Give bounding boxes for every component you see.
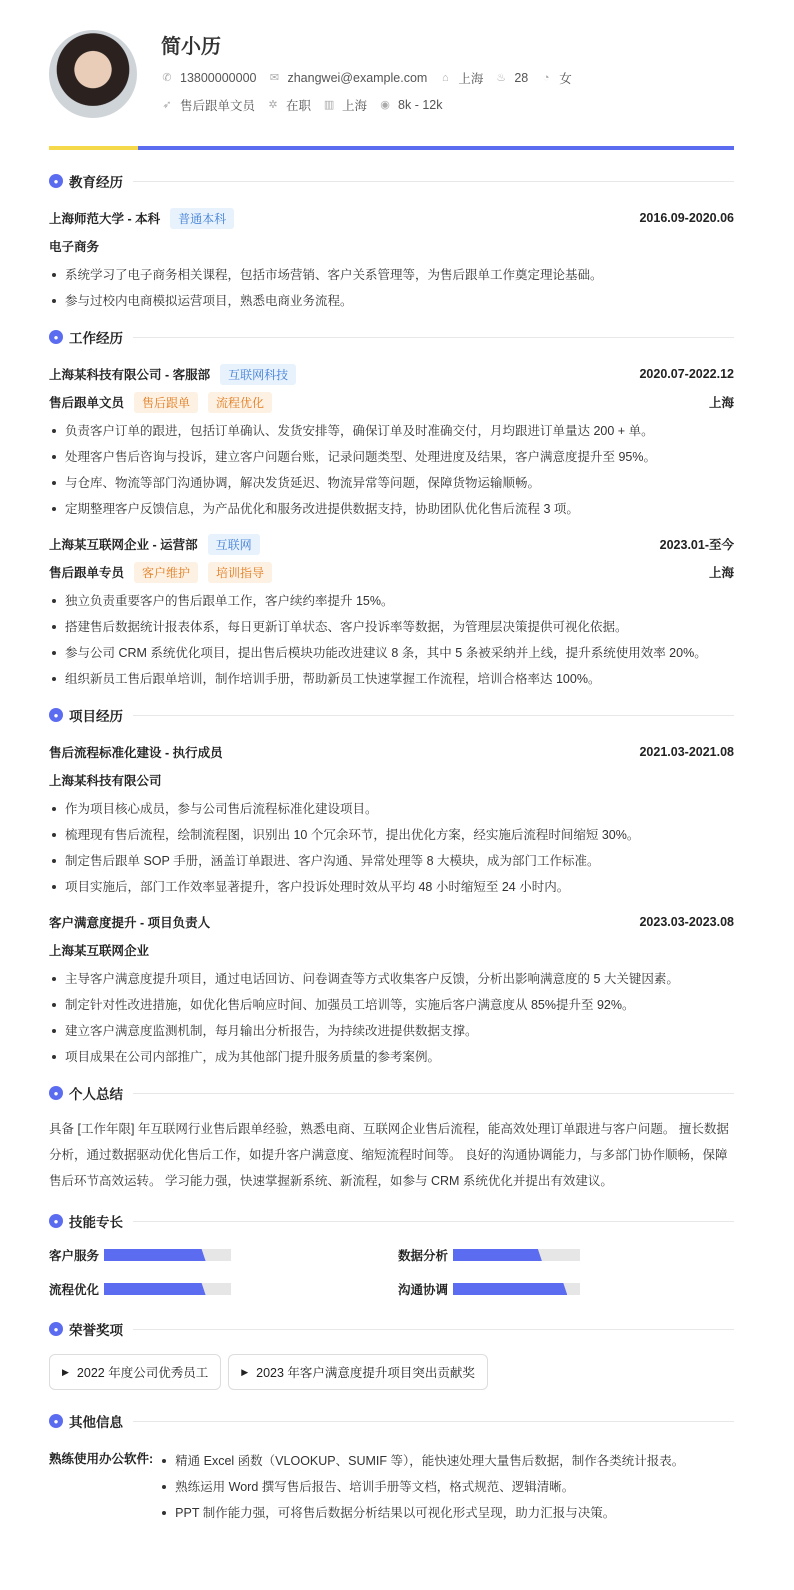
entry-title-group bbox=[49, 913, 210, 931]
honor-item bbox=[49, 1354, 221, 1390]
gender-icon: ◔ bbox=[542, 71, 550, 84]
contact-row bbox=[161, 64, 584, 91]
skill-bar bbox=[104, 1283, 231, 1295]
honors-list bbox=[49, 1354, 734, 1390]
bullet-list bbox=[49, 796, 734, 900]
summary-section-title bbox=[49, 1078, 734, 1108]
entry-title: 售后流程标准化建设 - 执行成员 bbox=[49, 746, 223, 760]
projects-section-title bbox=[49, 700, 734, 730]
home-icon: ⌂ bbox=[442, 71, 449, 84]
other-section-title bbox=[49, 1406, 734, 1436]
list-item: 系统学习了电子商务相关课程，包括市场营销、客户关系管理等，为售后跟单工作奠定理论基础。 bbox=[49, 262, 734, 288]
entry-subheader bbox=[49, 766, 734, 794]
list-item: 熟练运用 Word 撰写售后报告、培训手册等文档，格式规范、逻辑清晰。 bbox=[159, 1474, 684, 1500]
candidate-name: 简小历 bbox=[161, 36, 221, 58]
honor-text: 2022 年度公司优秀员工 bbox=[76, 1366, 209, 1380]
skill-item bbox=[49, 1246, 398, 1264]
section-heading: 荣誉奖项 bbox=[69, 1323, 123, 1338]
list-item: 定期整理客户反馈信息，为产品优化和服务改进提供数据支持，协助团队优化售后流程 3 项。 bbox=[49, 496, 734, 522]
bullet-list bbox=[49, 418, 734, 522]
section-divider bbox=[133, 1421, 734, 1422]
entry-header bbox=[49, 530, 734, 558]
chart-icon: ● bbox=[49, 708, 63, 722]
entry-title-group bbox=[49, 534, 260, 555]
section-heading: 教育经历 bbox=[69, 175, 123, 190]
status-icon: ✲ bbox=[268, 99, 278, 111]
list-item: 梳理现有售后流程，绘制流程图，识别出 10 个冗余环节，提出优化方案，经实施后流程时间缩短 30%。 bbox=[49, 822, 734, 848]
education-section-title bbox=[49, 166, 734, 196]
list-item: 独立负责重要客户的售后跟单工作，客户续约率提升 15%。 bbox=[49, 588, 734, 614]
status: 在职 bbox=[286, 98, 312, 113]
triangle-icon: ▶ bbox=[62, 1366, 69, 1377]
section-heading: 个人总结 bbox=[69, 1087, 123, 1102]
entry-sub-group bbox=[49, 237, 99, 255]
entry-sub-group bbox=[49, 941, 149, 959]
list-item: 制定针对性改进措施，如优化售后响应时间、加强员工培训等，实施后客户满意度从 85%提升至 92%。 bbox=[49, 992, 734, 1018]
skill-name: 流程优化 bbox=[49, 1283, 100, 1297]
salary-icon: ◉ bbox=[380, 99, 390, 111]
skill-item bbox=[398, 1246, 698, 1264]
list-item: 建立客户满意度监测机制，每月输出分析报告，为持续改进提供数据支撑。 bbox=[49, 1018, 734, 1044]
skill-bar-fill bbox=[104, 1283, 206, 1295]
bullet-list bbox=[49, 966, 734, 1070]
briefcase-icon: ● bbox=[49, 330, 63, 344]
section-heading: 工作经历 bbox=[69, 331, 123, 346]
section-divider bbox=[133, 1221, 734, 1222]
triangle-icon: ▶ bbox=[241, 1366, 249, 1377]
other-label: 熟练使用办公软件: bbox=[49, 1452, 154, 1466]
entry-date: 2021.03-2021.08 bbox=[639, 745, 734, 759]
award-icon: ● bbox=[49, 1322, 63, 1336]
entry-date: 2016.09-2020.06 bbox=[639, 211, 734, 225]
bullet-list bbox=[159, 1448, 684, 1526]
skill-bar bbox=[453, 1249, 580, 1261]
list-item: 负责客户订单的跟进，包括订单确认、发货安排等，确保订单及时准确交付，月均跟进订单量达 200 + 单。 bbox=[49, 418, 734, 444]
list-item: 项目实施后，部门工作效率显著提升，客户投诉处理时效从平均 48 小时缩短至 24 小时内。 bbox=[49, 874, 734, 900]
graduation-cap-icon: ● bbox=[49, 174, 63, 188]
phone: 13800000000 bbox=[180, 70, 257, 85]
resume-body bbox=[49, 166, 734, 1534]
category-tag: 互联网科技 bbox=[220, 364, 296, 385]
city: 上海 bbox=[342, 98, 368, 113]
section-heading: 技能专长 bbox=[69, 1215, 123, 1230]
entry-title: 客户满意度提升 - 项目负责人 bbox=[49, 916, 211, 930]
skill-tag: 客户维护 bbox=[134, 562, 198, 583]
skills-grid bbox=[49, 1246, 734, 1298]
entry-title: 上海某科技有限公司 - 客服部 bbox=[49, 368, 211, 382]
section-divider bbox=[133, 1329, 734, 1330]
honor-text: 2023 年客户满意度提升项目突出贡献奖 bbox=[256, 1366, 475, 1380]
skill-bar-fill bbox=[104, 1249, 206, 1261]
entry-location: 上海 bbox=[708, 566, 734, 580]
list-item: 处理客户售后咨询与投诉，建立客户问题台账，记录问题类型、处理进度及结果，客户满意度提升至 95%。 bbox=[49, 444, 734, 470]
phone-icon: ✆ bbox=[162, 72, 172, 84]
list-item: 主导客户满意度提升项目，通过电话回访、问卷调查等方式收集客户反馈，分析出影响满意度的 5 大关键因素。 bbox=[49, 966, 734, 992]
skill-bar-fill bbox=[453, 1283, 567, 1295]
skill-name: 客户服务 bbox=[49, 1249, 100, 1263]
list-item: 精通 Excel 函数（VLOOKUP、SUMIF 等），能快速处理大量售后数据，制作各类统计报表。 bbox=[159, 1448, 684, 1474]
entry-subtitle: 电子商务 bbox=[49, 240, 100, 254]
entry-location: 上海 bbox=[708, 396, 734, 410]
position: 售后跟单文员 bbox=[180, 98, 256, 113]
mail-icon: ✉ bbox=[269, 72, 280, 84]
category-tag: 互联网 bbox=[208, 534, 260, 555]
skill-bar bbox=[453, 1283, 580, 1295]
building-icon: ▥ bbox=[323, 99, 335, 111]
section-divider bbox=[133, 715, 734, 716]
entry-header bbox=[49, 908, 734, 936]
list-item: 参与过校内电商模拟运营项目，熟悉电商业务流程。 bbox=[49, 288, 734, 314]
entry-subheader bbox=[49, 558, 734, 586]
skill-bar-fill bbox=[453, 1249, 542, 1261]
skill-item bbox=[398, 1280, 698, 1298]
bullet-list bbox=[49, 588, 734, 692]
skills-icon: ● bbox=[49, 1214, 63, 1228]
list-item: 搭建售后数据统计报表体系，每日更新订单状态、客户投诉率等数据，为管理层决策提供可视化依据。 bbox=[49, 614, 734, 640]
entry-subtitle: 售后跟单文员 bbox=[49, 396, 125, 410]
honors-section-title bbox=[49, 1314, 734, 1344]
entry-subtitle: 售后跟单专员 bbox=[49, 566, 125, 580]
category-tag: 普通本科 bbox=[170, 208, 234, 229]
entry-header bbox=[49, 738, 734, 766]
avatar bbox=[49, 30, 137, 118]
entry-subtitle: 上海某互联网企业 bbox=[49, 944, 150, 958]
section-divider bbox=[133, 1093, 734, 1094]
list-item: 项目成果在公司内部推广，成为其他部门提升服务质量的参考案例。 bbox=[49, 1044, 734, 1070]
entry-subtitle: 上海某科技有限公司 bbox=[49, 774, 162, 788]
info-icon: ● bbox=[49, 1414, 63, 1428]
send-icon: ➶ bbox=[162, 99, 172, 111]
entry-sub-group bbox=[49, 392, 272, 413]
entry-sub-group bbox=[49, 771, 162, 789]
section-heading: 项目经历 bbox=[69, 709, 123, 724]
section-heading: 其他信息 bbox=[69, 1415, 123, 1430]
resume-header bbox=[49, 0, 734, 146]
summary-text: 具备 [工作年限] 年互联网行业售后跟单经验，熟悉电商、互联网企业售后流程，能高效处理订单跟进与客户问题。 擅长数据分析，通过数据驱动优化售后工作，如提升客户满意度、缩短流程时间等。 良好的沟通协调能力，与多部门协作顺畅，保障售后环节高效运转。 学习能力强，快速掌握新系统、新流程，如参与 CRM 系统优化并提出有效建议。 bbox=[49, 1122, 729, 1188]
entry-title-group bbox=[49, 364, 296, 385]
entry-sub-group bbox=[49, 562, 272, 583]
bullet-list bbox=[49, 262, 734, 314]
skill-tag: 售后跟单 bbox=[134, 392, 198, 413]
entry-date: 2020.07-2022.12 bbox=[639, 367, 734, 381]
honor-item bbox=[228, 1354, 488, 1390]
entry-title-group bbox=[49, 208, 234, 229]
entry-title: 上海师范大学 - 本科 bbox=[49, 212, 161, 226]
location: 上海 bbox=[458, 71, 484, 86]
skill-bar bbox=[104, 1249, 231, 1261]
entry-header bbox=[49, 204, 734, 232]
skills-section-title bbox=[49, 1206, 734, 1236]
skill-item bbox=[49, 1280, 398, 1298]
cake-icon: ♨ bbox=[496, 72, 507, 84]
skill-tag: 培训指导 bbox=[208, 562, 272, 583]
list-item: 与仓库、物流等部门沟通协调，解决发货延迟、物流异常等问题，保障货物运输顺畅。 bbox=[49, 470, 734, 496]
section-divider bbox=[133, 337, 734, 338]
job-intent-row bbox=[161, 91, 584, 118]
entry-date: 2023.03-2023.08 bbox=[639, 915, 734, 929]
header-divider bbox=[49, 146, 734, 150]
entry-subheader bbox=[49, 232, 734, 260]
gender: 女 bbox=[559, 71, 572, 86]
list-item: 作为项目核心成员，参与公司售后流程标准化建设项目。 bbox=[49, 796, 734, 822]
email: zhangwei@example.com bbox=[287, 70, 428, 85]
list-item: 制定售后跟单 SOP 手册，涵盖订单跟进、客户沟通、异常处理等 8 大模块，成为部门工作标准。 bbox=[49, 848, 734, 874]
work-section-title bbox=[49, 322, 734, 352]
user-icon: ● bbox=[49, 1086, 63, 1100]
skill-name: 数据分析 bbox=[398, 1249, 449, 1263]
list-item: 参与公司 CRM 系统优化项目，提出售后模块功能改进建议 8 条，其中 5 条被采纳并上线，提升系统使用效率 20%。 bbox=[49, 640, 734, 666]
age: 28 bbox=[514, 70, 529, 85]
salary: 8k - 12k bbox=[398, 97, 443, 112]
entry-header bbox=[49, 360, 734, 388]
entry-title-group bbox=[49, 743, 223, 761]
skill-name: 沟通协调 bbox=[398, 1283, 449, 1297]
entry-date: 2023.01-至今 bbox=[659, 538, 734, 552]
section-divider bbox=[133, 181, 734, 182]
list-item: PPT 制作能力强，可将售后数据分析结果以可视化形式呈现，助力汇报与决策。 bbox=[159, 1500, 684, 1526]
skill-tag: 流程优化 bbox=[208, 392, 272, 413]
other-info bbox=[49, 1446, 734, 1534]
entry-subheader bbox=[49, 388, 734, 416]
entry-title: 上海某互联网企业 - 运营部 bbox=[49, 538, 198, 552]
list-item: 组织新员工售后跟单培训，制作培训手册，帮助新员工快速掌握工作流程，培训合格率达 100%。 bbox=[49, 666, 734, 692]
entry-subheader bbox=[49, 936, 734, 964]
